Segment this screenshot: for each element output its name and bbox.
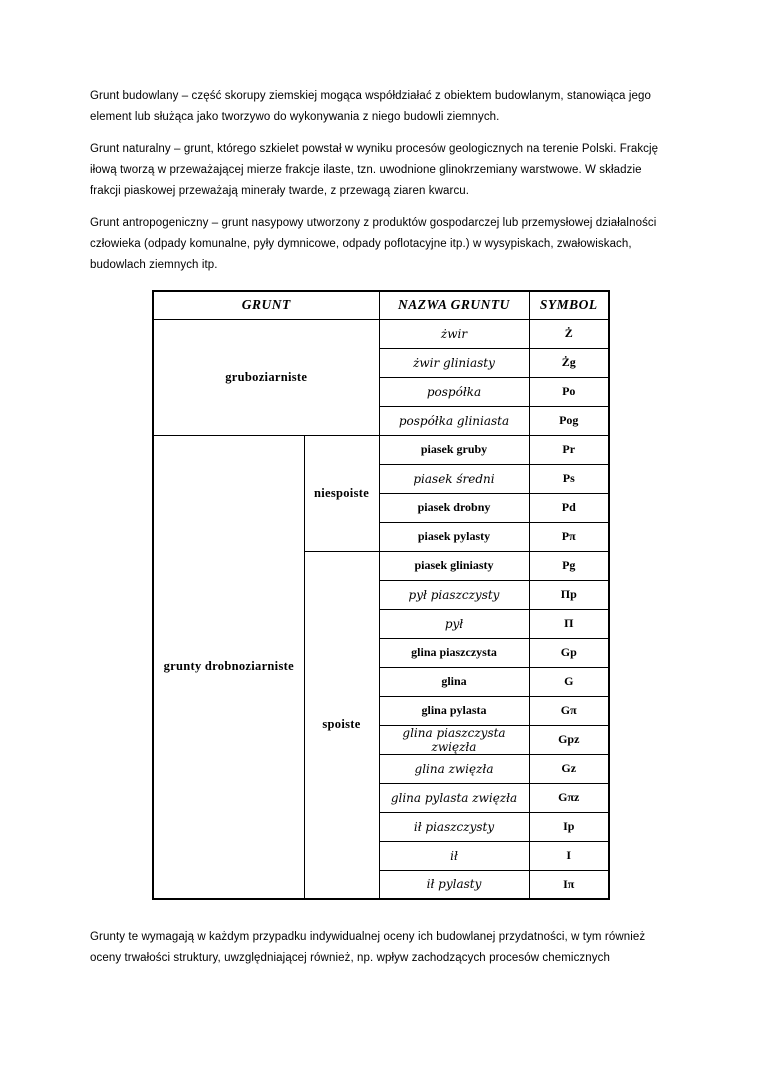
soil-symbol: Gπz — [529, 783, 609, 812]
soil-name: ił pylasty — [379, 870, 529, 899]
soil-symbol: G — [529, 667, 609, 696]
soil-name: piasek średni — [379, 464, 529, 493]
soil-symbol: Gz — [529, 754, 609, 783]
soil-symbol: Ż — [529, 319, 609, 348]
soil-symbol: Pd — [529, 493, 609, 522]
soil-name: glina piaszczysta — [379, 638, 529, 667]
soil-symbol: Gπ — [529, 696, 609, 725]
soil-name: glina piaszczysta zwięzła — [379, 725, 529, 754]
soil-name: ił — [379, 841, 529, 870]
soil-name: żwir — [379, 319, 529, 348]
soil-symbol: Pg — [529, 551, 609, 580]
table-row — [153, 435, 609, 464]
page-content — [90, 86, 668, 980]
soil-name: glina zwięzła — [379, 754, 529, 783]
soil-symbol: Pr — [529, 435, 609, 464]
soil-name: pył piaszczysty — [379, 580, 529, 609]
soil-name: pospółka — [379, 377, 529, 406]
soil-symbol: I — [529, 841, 609, 870]
header-symbol: SYMBOL — [529, 291, 609, 319]
soil-symbol: Gpz — [529, 725, 609, 754]
paragraph-grunt-naturalny: Grunt naturalny – grunt, którego szkielet powstał w wyniku procesów geologicznych na terenie Polski. Frakcję iłową tworzą w przeważającej mierze frakcje ilaste, tzn. uwodnione glinokrzemiany warstwowe. W składzie frakcji piaskowej przeważają minerały twarde, z przewagą ziaren kwarcu. — [90, 143, 659, 197]
soil-classification-table — [152, 290, 610, 900]
soil-symbol: Π — [529, 609, 609, 638]
soil-name: piasek gliniasty — [379, 551, 529, 580]
soil-name: glina — [379, 667, 529, 696]
soil-name: pył — [379, 609, 529, 638]
soil-name: glina pylasta zwięzła — [379, 783, 529, 812]
table-row — [153, 319, 609, 348]
subgroup-cell-spoiste: spoiste — [304, 551, 379, 899]
soil-symbol: Żg — [529, 348, 609, 377]
soil-symbol: Gp — [529, 638, 609, 667]
soil-symbol: Iπ — [529, 870, 609, 899]
soil-symbol: Po — [529, 377, 609, 406]
soil-symbol: Ps — [529, 464, 609, 493]
soil-symbol: Pog — [529, 406, 609, 435]
group-cell-drobnoziarniste: grunty drobnoziarniste — [153, 435, 304, 899]
soil-name: ił piaszczysty — [379, 812, 529, 841]
paragraph-grunt-antropogeniczny: Grunt antropogeniczny – grunt nasypowy utworzony z produktów gospodarczej lub przemysłowej działalności człowieka (odpady komunalne, pyły dymnicowe, odpady poflotacyjne itp.) w wysypiskach, zwałowiskach, budowlach ziemnych itp. — [90, 217, 657, 271]
soil-symbol: Πp — [529, 580, 609, 609]
group-cell-gruboziarniste: gruboziarniste — [153, 319, 379, 435]
soil-name: pospółka gliniasta — [379, 406, 529, 435]
soil-name: glina pylasta — [379, 696, 529, 725]
table-header-row — [153, 291, 609, 319]
header-nazwa-gruntu: NAZWA GRUNTU — [379, 291, 529, 319]
subgroup-cell-niespoiste: niespoiste — [304, 435, 379, 551]
paragraph-closing: Grunty te wymagają w każdym przypadku indywidualnej oceny ich budowlanej przydatności, w tym również oceny trwałości struktury, uwzględniającej również, np. wpływ zachodzących procesów chemicznych — [90, 931, 646, 964]
soil-name: żwir gliniasty — [379, 348, 529, 377]
header-grunt: GRUNT — [153, 291, 379, 319]
paragraph-grunt-budowlany: Grunt budowlany – część skorupy ziemskiej mogąca współdziałać z obiektem budowlanym, stanowiąca jego element lub służąca jako tworzywo do wykonywania z niego budowli ziemnych. — [90, 90, 651, 123]
soil-name: piasek drobny — [379, 493, 529, 522]
soil-symbol: Pπ — [529, 522, 609, 551]
soil-symbol: Ip — [529, 812, 609, 841]
soil-name: piasek gruby — [379, 435, 529, 464]
soil-name: piasek pylasty — [379, 522, 529, 551]
